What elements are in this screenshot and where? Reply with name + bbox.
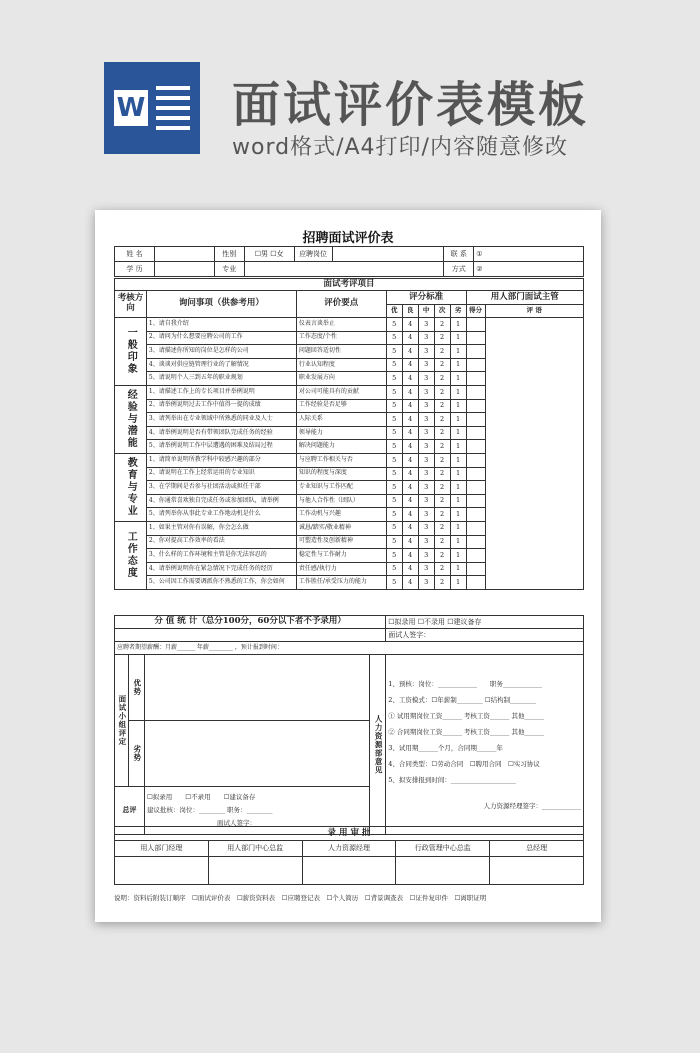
question-text: 1、如果主管对你有误解，你会怎么做: [146, 521, 296, 535]
score-option[interactable]: 4: [402, 318, 418, 332]
evaluation-point: 问题回答适切性: [296, 345, 386, 359]
score-option[interactable]: 4: [402, 413, 418, 427]
score-option[interactable]: 1: [450, 318, 466, 332]
score-option[interactable]: 3: [418, 453, 434, 467]
summary-signer: 面试人签字：________: [216, 819, 282, 827]
score-option[interactable]: 3: [418, 426, 434, 440]
question-text: 3、什么样的工作环境和主管是你无法容忍的: [146, 549, 296, 563]
score-cell[interactable]: [466, 467, 485, 481]
evaluation-point: 仪表言谈举止: [296, 318, 386, 332]
score-option[interactable]: 5: [386, 318, 402, 332]
question-text: 1、请简单说明所教学科中较感兴趣的部分: [146, 453, 296, 467]
evaluation-point: 可塑造性及创新精神: [296, 535, 386, 549]
score-cell[interactable]: [466, 453, 485, 467]
score-option[interactable]: 4: [402, 549, 418, 563]
score-option[interactable]: 5: [386, 440, 402, 454]
score-option[interactable]: 3: [418, 399, 434, 413]
question-text: 2、请问为什么想要应聘公司的工作: [146, 331, 296, 345]
score-option[interactable]: 1: [450, 508, 466, 522]
score-option[interactable]: 1: [450, 562, 466, 576]
score-header: 得分: [466, 305, 485, 318]
question-text: 2、请说明在工作上经常运用的专业知识: [146, 467, 296, 481]
score-option[interactable]: 1: [450, 440, 466, 454]
score-option[interactable]: 2: [434, 535, 450, 549]
contact-label: 联 系: [444, 247, 474, 262]
score-option[interactable]: 2: [434, 549, 450, 563]
contact-1[interactable]: ①: [474, 247, 584, 262]
question-text: 3、请描述你所知的岗位是怎样的公司: [146, 345, 296, 359]
evaluation-point: 解决问题能力: [296, 440, 386, 454]
question-text: 2、你对提高工作效率的看法: [146, 535, 296, 549]
score-cell[interactable]: [466, 318, 485, 332]
score-option[interactable]: 5: [386, 453, 402, 467]
evaluation-point: 人际关系: [296, 413, 386, 427]
score-option[interactable]: 3: [418, 481, 434, 495]
evaluation-point: 诚恳/踏实/敬业精神: [296, 521, 386, 535]
score-option[interactable]: 2: [434, 345, 450, 359]
question-text: 5、公司因工作需要调派你不熟悉的工作，你会如何: [146, 576, 296, 590]
level-excellent: 优: [386, 305, 402, 318]
hr-opinion[interactable]: [386, 655, 584, 835]
score-option[interactable]: 5: [386, 413, 402, 427]
score-option[interactable]: 2: [434, 481, 450, 495]
category-label: 一般印象: [115, 318, 147, 386]
score-cell[interactable]: [466, 481, 485, 495]
score-option[interactable]: 1: [450, 385, 466, 399]
score-option[interactable]: 5: [386, 372, 402, 386]
evaluation-point: 与他人合作性（团队）: [296, 494, 386, 508]
score-option[interactable]: 5: [386, 549, 402, 563]
footnote: 说明：资料后附装订顺序 ☐面试评价表 ☐薪资资料表 ☐应聘登记表 ☐个人简历 ☐背景调查表 ☐证件复印件 ☐离职证明: [114, 894, 487, 902]
hr-signer: 人力资源经理签字：____________: [483, 801, 581, 810]
approval-sign-4[interactable]: [396, 857, 490, 885]
score-cell[interactable]: [466, 576, 485, 590]
hr-line: ② 合同期岗位工资______ 考核工资______ 其他______: [388, 727, 544, 736]
approval-title: 录 用 审 批: [115, 827, 584, 841]
question-text: 4、请举例说明你在紧急情况下完成任务的经历: [146, 562, 296, 576]
score-option[interactable]: 2: [434, 508, 450, 522]
score-cell[interactable]: [466, 508, 485, 522]
evaluation-point: 对公司可能具有的贡献: [296, 385, 386, 399]
category-label: 工作态度: [115, 521, 147, 589]
document-page: [95, 210, 601, 922]
score-option[interactable]: 2: [434, 413, 450, 427]
score-option[interactable]: 1: [450, 358, 466, 372]
evaluation-point: 专业知识与工作匹配: [296, 481, 386, 495]
evaluation-point: 领导能力: [296, 426, 386, 440]
approval-table: [114, 826, 584, 885]
hr-line: ① 试用期岗位工资______ 考核工资______ 其他______: [388, 711, 544, 720]
section-title: 面试考评项目: [115, 279, 584, 291]
score-option[interactable]: 2: [434, 576, 450, 590]
hr-line: 1、预核：岗位：____________ 职务____________: [388, 679, 542, 688]
template-banner: [0, 0, 700, 200]
level-average: 中: [418, 305, 434, 318]
name-field[interactable]: [154, 247, 214, 262]
score-option[interactable]: 1: [450, 549, 466, 563]
score-option[interactable]: 2: [434, 440, 450, 454]
role-hr-manager: 人力资源经理: [302, 841, 396, 857]
score-option[interactable]: 3: [418, 331, 434, 345]
score-option[interactable]: 5: [386, 385, 402, 399]
score-cell[interactable]: [466, 345, 485, 359]
score-option[interactable]: 1: [450, 399, 466, 413]
score-option[interactable]: 1: [450, 576, 466, 590]
strength-label: 优势: [128, 655, 144, 721]
basic-info-table: [114, 246, 584, 277]
score-option[interactable]: 5: [386, 508, 402, 522]
evaluation-point: 知识的程度与深度: [296, 467, 386, 481]
score-option[interactable]: 3: [418, 385, 434, 399]
score-option[interactable]: 3: [418, 494, 434, 508]
score-cell[interactable]: [466, 331, 485, 345]
score-option[interactable]: 2: [434, 521, 450, 535]
education-field[interactable]: [154, 262, 214, 277]
score-option[interactable]: 2: [434, 494, 450, 508]
score-cell[interactable]: [466, 358, 485, 372]
role-dept-director: 用人部门中心总监: [208, 841, 302, 857]
eval-group-label: 面试小组评定: [115, 655, 129, 787]
score-option[interactable]: 2: [434, 426, 450, 440]
score-option[interactable]: 4: [402, 372, 418, 386]
score-option[interactable]: 3: [418, 562, 434, 576]
position-label: 应聘岗位: [294, 247, 332, 262]
evaluation-table: [114, 278, 584, 590]
expected-salary[interactable]: 应聘者期望薪酬：月薪______ 年薪________ ，预计报到时间：: [115, 642, 584, 655]
hr-line: 4、合同类型：☐劳动合同 ☐聘用合同 ☐实习协议: [388, 759, 540, 768]
score-option[interactable]: 4: [402, 576, 418, 590]
questions-header: 询问事项（供参考用）: [146, 291, 296, 318]
score-cell[interactable]: [466, 562, 485, 576]
role-admin-director: 行政管理中心总监: [396, 841, 490, 857]
score-option[interactable]: 3: [418, 467, 434, 481]
approval-sign-1[interactable]: [115, 857, 209, 885]
question-text: 3、在学期间是否参与社团活动或担任干部: [146, 481, 296, 495]
score-option[interactable]: 4: [402, 535, 418, 549]
evaluation-point: 责任感/执行力: [296, 562, 386, 576]
level-below: 次: [434, 305, 450, 318]
score-option[interactable]: 2: [434, 399, 450, 413]
score-option[interactable]: 1: [450, 535, 466, 549]
education-label: 学 历: [115, 262, 155, 277]
total-score-label: 分 值 统 计（总分100分，60分以下者不予录用）: [115, 616, 386, 629]
contact-2[interactable]: ②: [474, 262, 584, 277]
approval-sign-5[interactable]: [490, 857, 584, 885]
role-dept-manager: 用人部门经理: [115, 841, 209, 857]
score-option[interactable]: 4: [402, 562, 418, 576]
score-option[interactable]: 1: [450, 345, 466, 359]
score-option[interactable]: 5: [386, 331, 402, 345]
hr-line: 3、试用期______个月，合同期______年: [388, 743, 503, 752]
score-option[interactable]: 2: [434, 358, 450, 372]
score-option[interactable]: 5: [386, 562, 402, 576]
score-option[interactable]: 3: [418, 535, 434, 549]
score-cell[interactable]: [466, 385, 485, 399]
score-cell[interactable]: [466, 440, 485, 454]
score-option[interactable]: 5: [386, 481, 402, 495]
score-cell[interactable]: [466, 494, 485, 508]
score-option[interactable]: 2: [434, 372, 450, 386]
score-option[interactable]: 5: [386, 399, 402, 413]
evaluation-point: 行业认知程度: [296, 358, 386, 372]
eval-row: [115, 318, 584, 332]
level-poor: 劣: [450, 305, 466, 318]
score-option[interactable]: 4: [402, 467, 418, 481]
gender-label: 性别: [214, 247, 244, 262]
method-label: 方式: [444, 262, 474, 277]
score-option[interactable]: 5: [386, 494, 402, 508]
score-option[interactable]: 2: [434, 453, 450, 467]
summary-spacer: [115, 629, 386, 642]
summary-label: 总评: [115, 787, 145, 835]
banner-title: 面试评价表模板: [232, 77, 590, 133]
gender-options[interactable]: ☐男 ☐女: [244, 247, 294, 262]
role-general-manager: 总经理: [490, 841, 584, 857]
score-option[interactable]: 4: [402, 440, 418, 454]
hr-label: 人力资源部意见: [370, 655, 386, 835]
score-option[interactable]: 1: [450, 372, 466, 386]
score-option[interactable]: 4: [402, 494, 418, 508]
total-signer[interactable]: 面试人签字：: [386, 629, 584, 642]
score-option[interactable]: 3: [418, 440, 434, 454]
score-option[interactable]: 3: [418, 521, 434, 535]
score-option[interactable]: 3: [418, 576, 434, 590]
weakness-field[interactable]: [144, 721, 369, 787]
question-text: 5、请列举你从事此专业工作地动机是什么: [146, 508, 296, 522]
position-field[interactable]: [332, 247, 444, 262]
score-option[interactable]: 3: [418, 508, 434, 522]
category-label: 经验与潜能: [115, 385, 147, 453]
standard-header: 评分标准: [386, 291, 466, 305]
question-text: 4、谈谈对供应链管理行业的了解情况: [146, 358, 296, 372]
major-field[interactable]: [244, 262, 444, 277]
score-option[interactable]: 3: [418, 372, 434, 386]
score-cell[interactable]: [466, 399, 485, 413]
score-option[interactable]: 4: [402, 521, 418, 535]
hr-line: 2、工资模式：☐年薪制________ ☐结构制________: [388, 695, 537, 704]
score-option[interactable]: 3: [418, 318, 434, 332]
question-text: 1、请描述工作上的专长项目并举例说明: [146, 385, 296, 399]
strength-field[interactable]: [144, 655, 369, 721]
score-option[interactable]: 5: [386, 358, 402, 372]
evaluation-point: 与应聘工作相关与否: [296, 453, 386, 467]
score-option[interactable]: 2: [434, 385, 450, 399]
score-option[interactable]: 3: [418, 345, 434, 359]
approval-sign-2[interactable]: [208, 857, 302, 885]
major-label: 专业: [214, 262, 244, 277]
score-cell[interactable]: [466, 413, 485, 427]
score-option[interactable]: 3: [418, 549, 434, 563]
evaluation-point: 工作胜任/承受压力的能力: [296, 576, 386, 590]
question-text: 2、请举例说明过去工作中值得一提的成绩: [146, 399, 296, 413]
score-option[interactable]: 1: [450, 521, 466, 535]
score-option[interactable]: 3: [418, 413, 434, 427]
word-icon: [104, 62, 200, 154]
score-option[interactable]: 1: [450, 331, 466, 345]
score-option[interactable]: 3: [418, 358, 434, 372]
points-header: 评价要点: [296, 291, 386, 318]
evaluation-point: 工作态度/个性: [296, 331, 386, 345]
comment-header: 评 语: [485, 305, 584, 318]
score-option[interactable]: 4: [402, 385, 418, 399]
score-option[interactable]: 1: [450, 467, 466, 481]
level-good: 良: [402, 305, 418, 318]
question-text: 1、请自我介绍: [146, 318, 296, 332]
approval-sign-3[interactable]: [302, 857, 396, 885]
score-option[interactable]: 1: [450, 481, 466, 495]
score-option[interactable]: 4: [402, 399, 418, 413]
category-header: 考核方向: [115, 291, 147, 318]
score-option[interactable]: 5: [386, 467, 402, 481]
question-text: 5、请举例说明工作中层遭遇的困难及结局过程: [146, 440, 296, 454]
score-option[interactable]: 4: [402, 508, 418, 522]
score-option[interactable]: 5: [386, 535, 402, 549]
hr-line: 5、拟安排报到时间：____________________: [388, 775, 516, 784]
summary-options: ☐拟录用 ☐不录用 ☐建议备存: [146, 793, 256, 801]
score-cell[interactable]: [466, 372, 485, 386]
score-cell[interactable]: [466, 535, 485, 549]
name-label: 姓 名: [115, 247, 155, 262]
form-title: 招聘面试评价表: [302, 231, 394, 246]
weakness-label: 劣势: [128, 721, 144, 787]
score-option[interactable]: 5: [386, 345, 402, 359]
evaluation-point: 工作经验是否足够: [296, 399, 386, 413]
score-option[interactable]: 2: [434, 562, 450, 576]
word-letter: W: [114, 90, 148, 126]
comment-cell[interactable]: [485, 318, 584, 590]
summary-approve: 建议批核：岗位：________ 职务：________: [146, 806, 273, 814]
score-option[interactable]: 4: [402, 453, 418, 467]
score-option[interactable]: 5: [386, 426, 402, 440]
score-option[interactable]: 1: [450, 413, 466, 427]
evaluation-point: 稳定性与工作耐力: [296, 549, 386, 563]
evaluation-point: 工作动机与兴趣: [296, 508, 386, 522]
question-text: 4、请举例说明是否有带领团队完成任务的经验: [146, 426, 296, 440]
score-option[interactable]: 4: [402, 426, 418, 440]
category-label: 教育与专业: [115, 453, 147, 521]
banner-subtitle: word格式/A4打印/内容随意修改: [232, 135, 568, 160]
score-cell[interactable]: [466, 549, 485, 563]
score-cell[interactable]: [466, 521, 485, 535]
score-option[interactable]: 4: [402, 345, 418, 359]
score-option[interactable]: 1: [450, 453, 466, 467]
score-option[interactable]: 2: [434, 467, 450, 481]
evaluation-point: 职业发展方向: [296, 372, 386, 386]
score-cell[interactable]: [466, 426, 485, 440]
score-option[interactable]: 2: [434, 318, 450, 332]
question-text: 5、请说明个人三到五年的职业规划: [146, 372, 296, 386]
score-option[interactable]: 5: [386, 576, 402, 590]
score-option[interactable]: 1: [450, 426, 466, 440]
score-option[interactable]: 4: [402, 481, 418, 495]
score-option[interactable]: 1: [450, 494, 466, 508]
score-option[interactable]: 2: [434, 331, 450, 345]
manager-header: 用人部门面试主管: [466, 291, 583, 305]
question-text: 4、你通常喜欢独自完成任务或参加团队，请举例: [146, 494, 296, 508]
score-option[interactable]: 4: [402, 331, 418, 345]
summary-table: [114, 615, 584, 835]
total-options[interactable]: ☐拟录用 ☐不录用 ☐建议备存: [386, 616, 584, 629]
question-text: 3、请列举出在专业领域中所熟悉的同业及人士: [146, 413, 296, 427]
score-option[interactable]: 4: [402, 358, 418, 372]
score-option[interactable]: 5: [386, 521, 402, 535]
